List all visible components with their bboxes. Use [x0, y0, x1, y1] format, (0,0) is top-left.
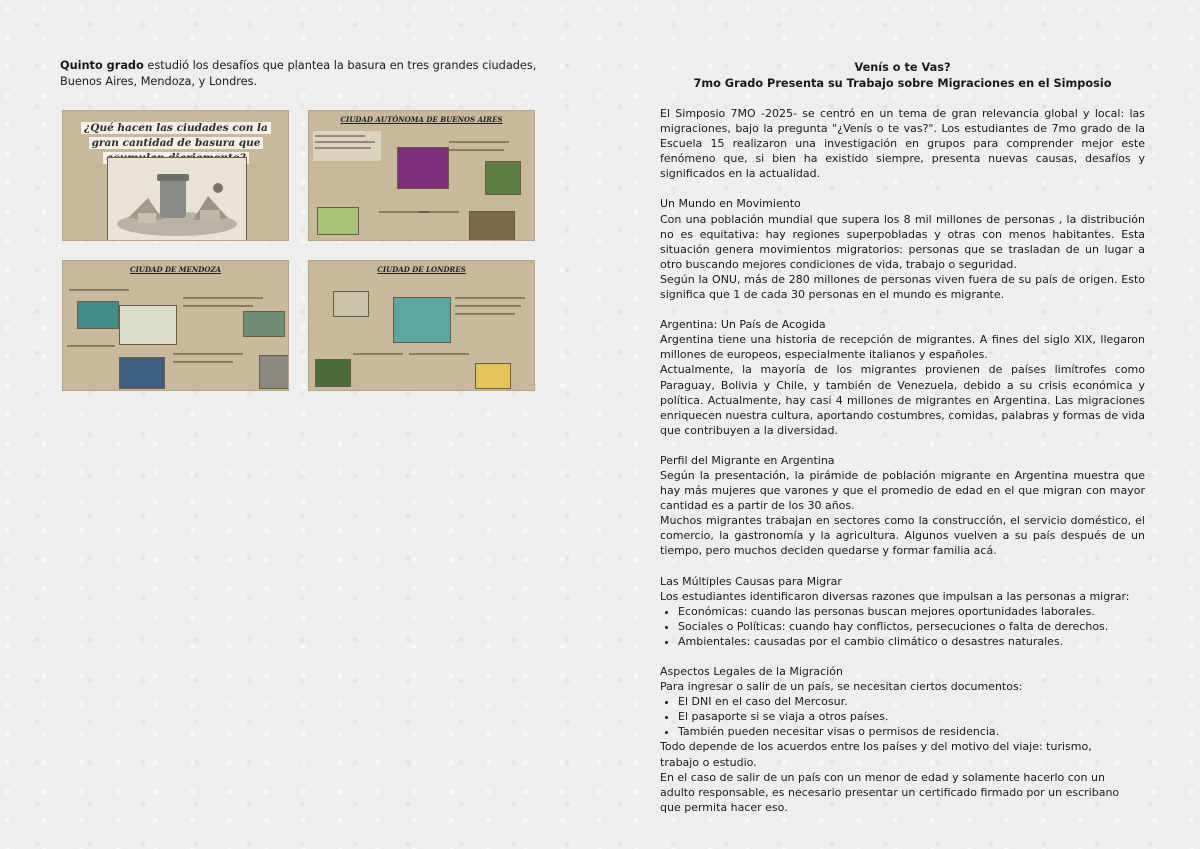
paragraph: Con una población mundial que supera los 8 mil millones de personas , la distribución no es equitativa: hay regiones superpobladas y otras con menos habitantes. Esta situación genera movimientos migratorios: personas que se trasladan de un lugar a otro buscando mejores condiciones de vida, trabajo o seguridad.	[660, 212, 1145, 271]
list-item: • El DNI en el caso del Mercosur.	[678, 694, 1145, 709]
paragraph: Todo depende de los acuerdos entre los países y del motivo del viaje: turismo, trabajo o estudio.	[660, 740, 1092, 769]
left-intro-paragraph	[60, 58, 540, 89]
section-title: Aspectos Legales de la Migración	[660, 665, 843, 678]
photo-image	[475, 363, 511, 389]
article	[660, 60, 1145, 815]
slide-title: CIUDAD DE LONDRES	[377, 265, 466, 274]
paragraph: En el caso de salir de un país con un menor de edad y solamente hacerlo con un adulto responsable, es necesario presentar un certificado firmado por un escribano que permita hacer eso.	[660, 770, 1120, 814]
paragraph: Para ingresar o salir de un país, se necesitan ciertos documentos:	[660, 680, 1023, 694]
paragraph: Actualmente, la mayoría de los migrantes provienen de países limítrofes como Paraguay, Bolivia y Chile, y también de Venezuela, debido a su crisis económica y política. Actualmente, hay casi 4 millones de migrantes en Argentina. Las migraciones enriquecen nuestra cultura, aportando costumbres, comidas, palabras y formas de vida que contribuyen a la diversidad.	[660, 363, 1145, 437]
slide-thumbnail-buenos-aires	[308, 110, 535, 241]
paragraph: Según la presentación, la pirámide de población migrante en Argentina muestra que hay más mujeres que varones y que el promedio de edad en el que migran con mayor cantidad es a partir de los 30 años.	[660, 468, 1145, 513]
paragraph: Según la ONU, más de 280 millones de personas viven fuera de su país de origen. Esto significa que 1 de cada 30 personas en el mundo es migrante.	[660, 272, 1145, 302]
photo-image	[469, 211, 515, 241]
paragraph: Los estudiantes identificaron diversas razones que impulsan a las personas a migrar:	[660, 589, 1130, 603]
slide-title: ¿Qué hacen las ciudades con la gran cantidad de basura que	[71, 121, 281, 166]
intro-bold: Quinto grado	[60, 59, 144, 72]
slide-title: CIUDAD DE MENDOZA	[130, 265, 221, 274]
photo-image	[259, 355, 289, 389]
intro-text: estudió los desafíos que plantea la basura en tres grandes ciudades, Buenos Aires, Mendoza, y Londres.	[60, 59, 537, 88]
photo-image	[485, 161, 521, 195]
city-map-image	[119, 305, 177, 345]
article-title: Venís o te Vas? 7mo Grado Presenta su Trabajo sobre Migraciones en el Simposio	[693, 61, 1112, 90]
city-map-image	[393, 297, 451, 343]
section-mundo	[660, 196, 1145, 302]
list-item: • Económicas: cuando las personas buscan mejores oportunidades laborales.	[678, 604, 1145, 619]
section-argentina	[660, 317, 1145, 438]
paragraph: Muchos migrantes trabajan en sectores como la construcción, el servicio doméstico, el comercio, la gastronomía y la agricultura. Algunos vuelven a su país después de un tiempo, pero muchos deciden quedarse y formar familia acá.	[660, 514, 1145, 558]
section-title: Las Múltiples Causas para Migrar	[660, 574, 842, 588]
section-legales	[660, 664, 1145, 815]
paragraph: Argentina tiene una historia de recepción de migrantes. A fines del siglo XIX, llegaron millones de europeos, especialmente italianos y españoles.	[660, 333, 1145, 362]
section-title: Un Mundo en Movimiento	[660, 197, 801, 211]
list-item: • Sociales o Políticas: cuando hay conflictos, persecuciones o falta de derechos.	[678, 619, 1145, 634]
slide-thumbnail-mendoza	[62, 260, 289, 391]
article-intro: El Simposio 7MO -2025- se centró en un tema de gran relevancia global y local: las migraciones, bajo la pregunta "¿Venís o te vas?". Los estudiantes de 7mo grado de la Escuela 15 realizaron una investigación en grupos para comprender mejor este fenómeno que, si bien ha existido siempre, presenta nuevas causas, desafíos y significados en la actualidad.	[660, 107, 1145, 181]
slide-thumbnail-basura	[62, 110, 289, 241]
bins-image	[119, 357, 165, 389]
section-causas	[660, 574, 1145, 649]
photo-image	[333, 291, 369, 317]
section-perfil	[660, 453, 1145, 559]
slide-title: CIUDAD AUTÓNOMA DE BUENOS AIRES	[340, 115, 503, 124]
garbage-illustration	[107, 157, 247, 241]
photo-image	[243, 311, 285, 337]
causes-list	[660, 604, 1145, 649]
section-title: Argentina: Un País de Acogida	[660, 318, 826, 332]
section-title: Perfil del Migrante en Argentina	[660, 453, 835, 467]
list-item: • También pueden necesitar visas o permisos de residencia.	[678, 724, 1145, 739]
photo-image	[317, 207, 359, 235]
bins-image	[315, 359, 351, 387]
list-item: • Ambientales: causadas por el cambio climático o desastres naturales.	[678, 634, 1145, 649]
sign-image	[77, 301, 119, 329]
list-item: • El pasaporte si se viaja a otros países.	[678, 709, 1145, 724]
slide-thumbnail-londres	[308, 260, 535, 391]
city-map-image	[397, 147, 449, 189]
documents-list	[660, 694, 1145, 739]
